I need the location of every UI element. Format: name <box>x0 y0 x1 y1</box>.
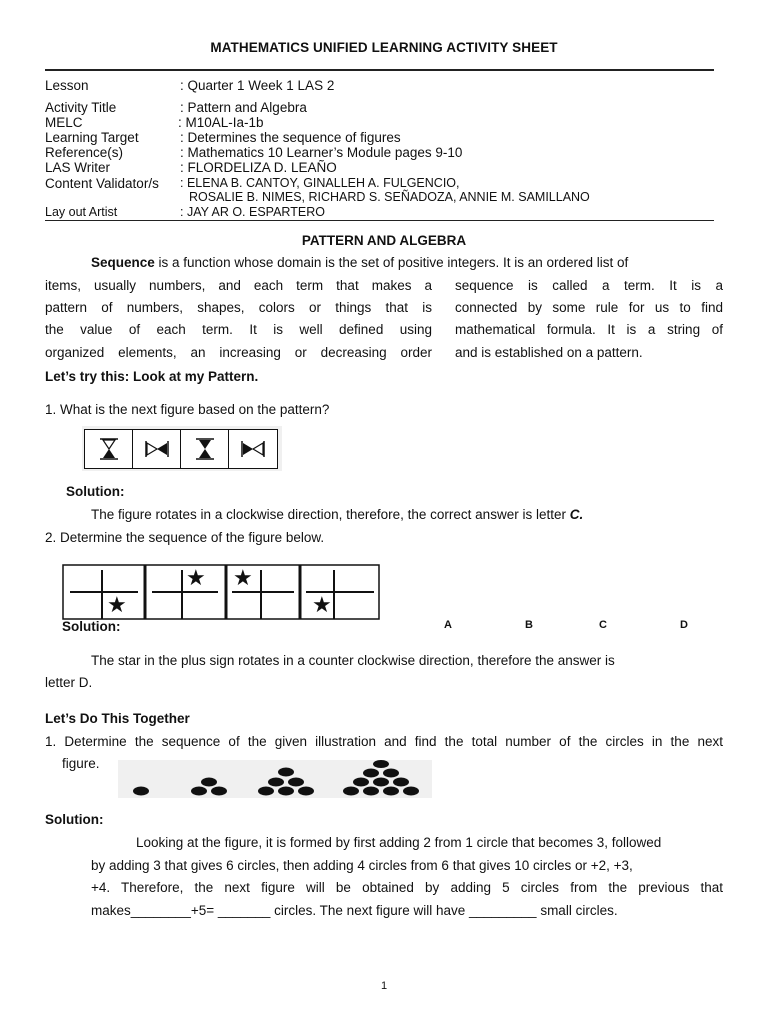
bowtie-figure <box>132 429 182 469</box>
section-title: PATTERN AND ALGEBRA <box>301 233 467 248</box>
header-value: : Determines the sequence of figures <box>180 130 401 145</box>
intro-left-line: organized elements, an increasing or decreasing order <box>45 345 432 360</box>
header-value: : Pattern and Algebra <box>180 100 307 115</box>
option-d: D <box>680 619 688 631</box>
together-solution-label: Solution: <box>45 812 104 827</box>
header-value: : M10AL-Ia-1b <box>178 115 264 130</box>
star-icon: ★ <box>233 565 253 590</box>
circle-pattern-figure <box>118 760 432 798</box>
together-solution-line: makes________+5= _______ circles. The next figure will have _________ small circles. <box>91 903 618 918</box>
together-solution-line: by adding 3 that gives 6 circles, then adding 4 circles from 6 that gives 10 circles or +2, +3, <box>91 858 633 873</box>
intro-left-line: pattern of numbers, shapes, colors or things that is <box>45 300 432 315</box>
option-c: C <box>599 619 607 631</box>
header-value: : Quarter 1 Week 1 LAS 2 <box>180 78 335 93</box>
q2-solution-line: letter D. <box>45 675 93 690</box>
star-icon: ★ <box>107 592 127 617</box>
intro-left-line: the value of each term. It is well defined using <box>45 322 432 337</box>
header-label: Lesson <box>45 78 89 93</box>
hourglass-figure <box>180 429 230 469</box>
header-value: : Mathematics 10 Learner’s Module pages 9-10 <box>180 145 463 160</box>
q1-figure-strip <box>82 426 282 471</box>
try-heading: Let’s try this: Look at my Pattern. <box>45 369 259 384</box>
header-label: Reference(s) <box>45 145 124 160</box>
bowtie-figure <box>228 429 278 469</box>
star-icon: ★ <box>312 592 332 617</box>
intro-lead-rest: is a function whose domain is the set of positive integers. It is an ordered list of <box>154 255 629 270</box>
intro-right-line: sequence is called a term. It is a <box>455 278 723 293</box>
intro-right-line: mathematical formula. It is a string of <box>455 322 723 337</box>
together-heading: Let’s Do This Together <box>45 711 190 726</box>
header-bottom-rule <box>45 220 714 221</box>
together-solution-line: Looking at the figure, it is formed by first adding 2 from 1 circle that becomes 3, followed <box>136 835 662 850</box>
q1-question: 1. What is the next figure based on the pattern? <box>45 402 330 417</box>
together-solution-line: +4. Therefore, the next figure will be obtained by adding 5 circles from the previous that <box>91 880 723 895</box>
header-label: Content Validator/s <box>45 176 159 191</box>
header-label: Learning Target <box>45 130 139 145</box>
together-question-line: 1. Determine the sequence of the given illustration and find the total number of the circles in the next <box>45 734 723 749</box>
intro-left-line: items, usually numbers, and each term that makes a <box>45 278 432 293</box>
header-label: Activity Title <box>45 100 117 115</box>
hourglass-figure <box>84 429 134 469</box>
header-top-rule <box>45 69 714 71</box>
header-value: : FLORDELIZA D. LEAÑO <box>180 160 337 175</box>
intro-right-line: connected by some rule for us to find <box>455 300 723 315</box>
q1-solution-label: Solution: <box>66 484 125 499</box>
intro-lead-line <box>91 252 628 275</box>
q2-figure-strip <box>62 564 380 620</box>
q2-solution-label: Solution: <box>62 619 121 634</box>
sheet-title: MATHEMATICS UNIFIED LEARNING ACTIVITY SHEET <box>210 40 558 55</box>
page-number: 1 <box>380 980 388 992</box>
option-a: A <box>444 619 452 631</box>
q2-solution-line: The star in the plus sign rotates in a counter clockwise direction, therefore the answer is <box>91 653 615 668</box>
header-label: Lay out Artist <box>45 205 118 219</box>
intro-right-line: and is established on a pattern. <box>455 345 643 360</box>
header-value: : JAY AR O. ESPARTERO <box>180 205 325 219</box>
q1-solution-text: The figure rotates in a clockwise direction, therefore, the correct answer is letter <box>91 507 570 522</box>
header-value: ROSALIE B. NIMES, RICHARD S. SEÑADOZA, ANNIE M. SAMILLANO <box>189 190 590 204</box>
together-question-line: figure. <box>62 756 100 771</box>
intro-lead-bold: Sequence <box>91 255 155 270</box>
q1-answer: C. <box>569 507 584 522</box>
header-value: : ELENA B. CANTOY, GINALLEH A. FULGENCIO, <box>180 176 460 190</box>
q2-question: 2. Determine the sequence of the figure below. <box>45 530 325 545</box>
header-label: LAS Writer <box>45 160 111 175</box>
q1-solution-line <box>91 507 583 522</box>
star-icon: ★ <box>186 565 206 590</box>
header-label: MELC <box>45 115 83 130</box>
option-b: B <box>525 619 533 631</box>
